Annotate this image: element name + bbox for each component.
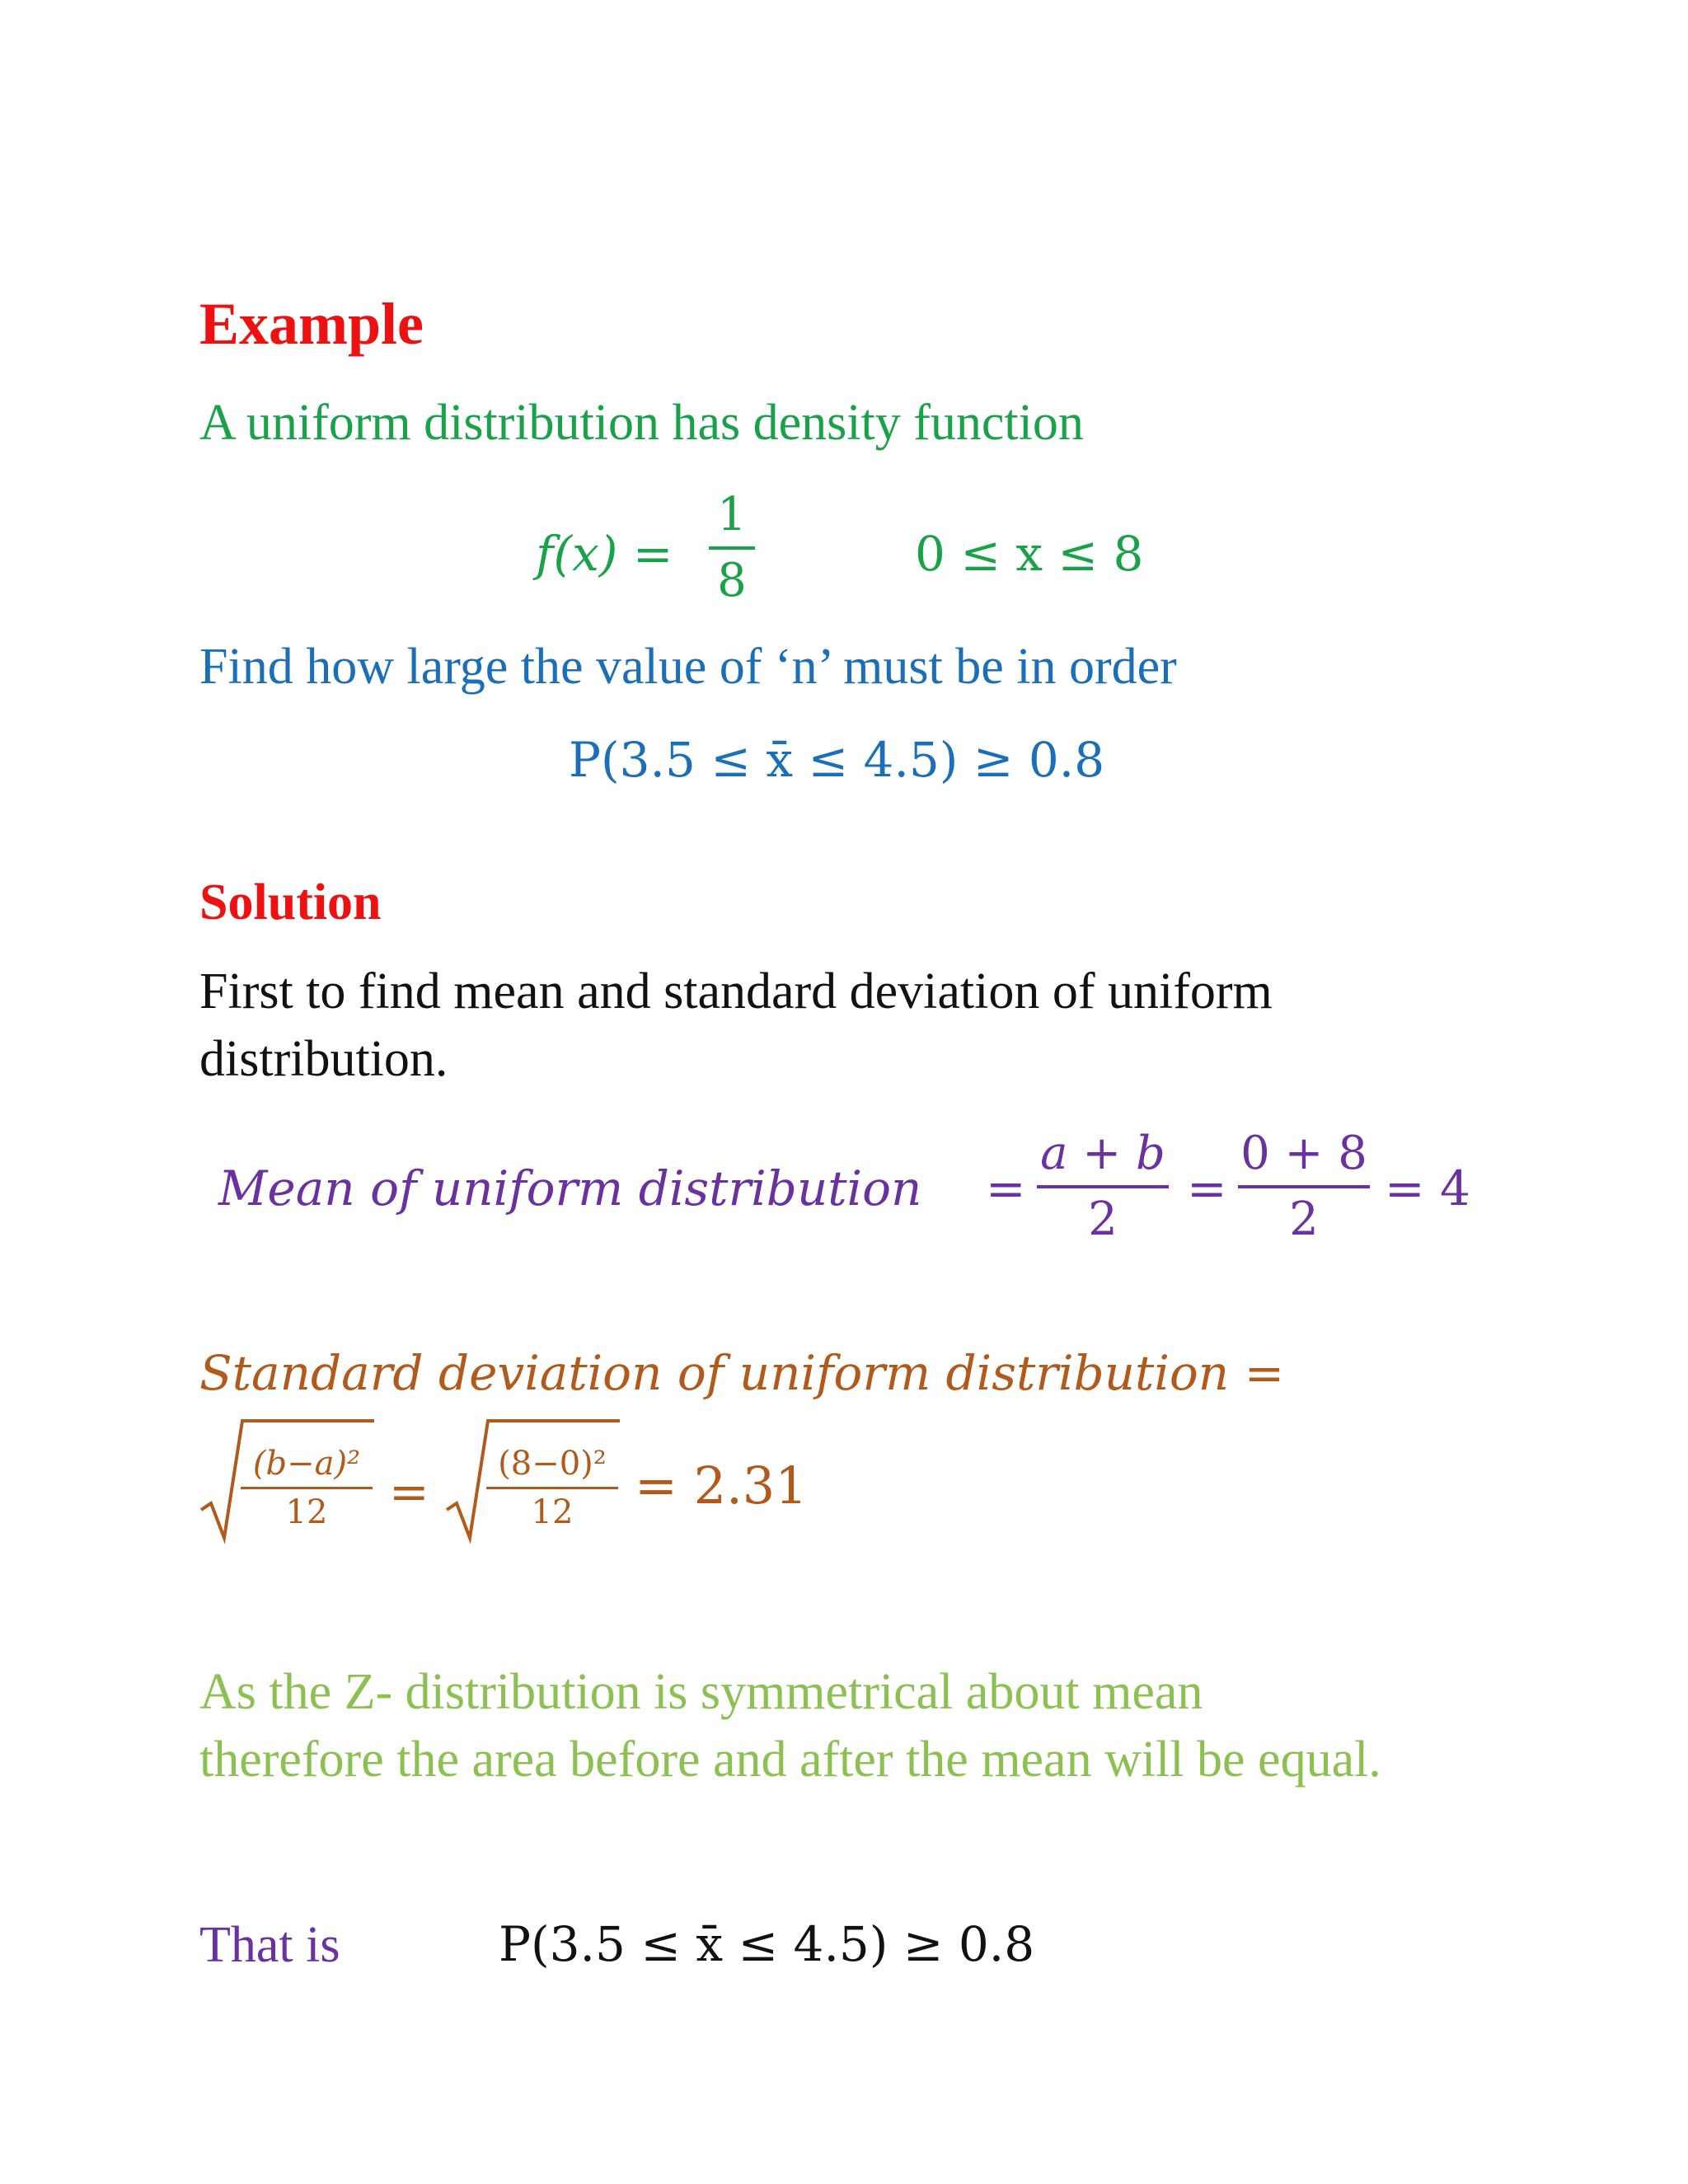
condition-expression: P(3.5 ≤ x̄ ≤ 4.5) ≥ 0.8 (569, 732, 1105, 788)
mean-fraction-2-denominator: 2 (1289, 1193, 1319, 1246)
mean-fraction-1 (1037, 1121, 1169, 1253)
sd-radicand-2-denominator: 12 (531, 1493, 574, 1531)
mean-fraction-1-numerator: a + b (1040, 1127, 1165, 1180)
sd-radicand-2 (486, 1434, 618, 1541)
symmetry-line-2: therefore the area before and after the mean will be equal. (199, 1732, 1381, 1788)
sd-result: = 2.31 (635, 1455, 808, 1516)
mean-result: = 4 (1385, 1160, 1470, 1216)
density-fraction (709, 486, 755, 610)
sd-radicand-2-numerator: (8−0)² (498, 1444, 607, 1483)
mean-equals-2: = (1187, 1160, 1227, 1216)
sd-equals: = (389, 1464, 429, 1520)
fraction-bar (241, 1487, 373, 1489)
density-domain: 0 ≤ x ≤ 8 (915, 526, 1144, 582)
mean-fraction-2 (1238, 1121, 1370, 1253)
symmetry-line-1: As the Z- distribution is symmetrical about mean (199, 1664, 1203, 1720)
mean-fraction-2-numerator: 0 + 8 (1240, 1127, 1367, 1180)
fraction-bar (486, 1487, 618, 1489)
fraction-bar (1238, 1185, 1370, 1188)
density-lhs: f(x) = (536, 526, 673, 582)
sd-radicand-1-denominator: 12 (285, 1493, 328, 1531)
solution-heading: Solution (199, 874, 382, 930)
mean-fraction-1-denominator: 2 (1088, 1193, 1118, 1246)
density-denominator: 8 (717, 554, 747, 607)
mean-equals-1: = (986, 1160, 1026, 1216)
that-is-label: That is (199, 1917, 340, 1973)
solution-line-1: First to find mean and standard deviation of uniform (199, 963, 1273, 1019)
sd-radicand-1 (241, 1434, 373, 1541)
fraction-bar (709, 546, 755, 550)
mean-label: Mean of uniform distribution (218, 1160, 922, 1216)
density-numerator: 1 (717, 488, 747, 541)
solution-line-2: distribution. (199, 1031, 448, 1087)
fraction-bar (1037, 1185, 1169, 1188)
that-is-expression: P(3.5 ≤ x̄ ≤ 4.5) ≥ 0.8 (499, 1916, 1035, 1972)
example-heading: Example (199, 291, 424, 357)
sd-radicand-1-numerator: (b−a)² (252, 1444, 361, 1483)
question-text: Find how large the value of ‘n’ must be in order (199, 639, 1177, 695)
intro-text: A uniform distribution has density function (199, 395, 1084, 451)
sd-label: Standard deviation of uniform distribution = (199, 1345, 1285, 1401)
